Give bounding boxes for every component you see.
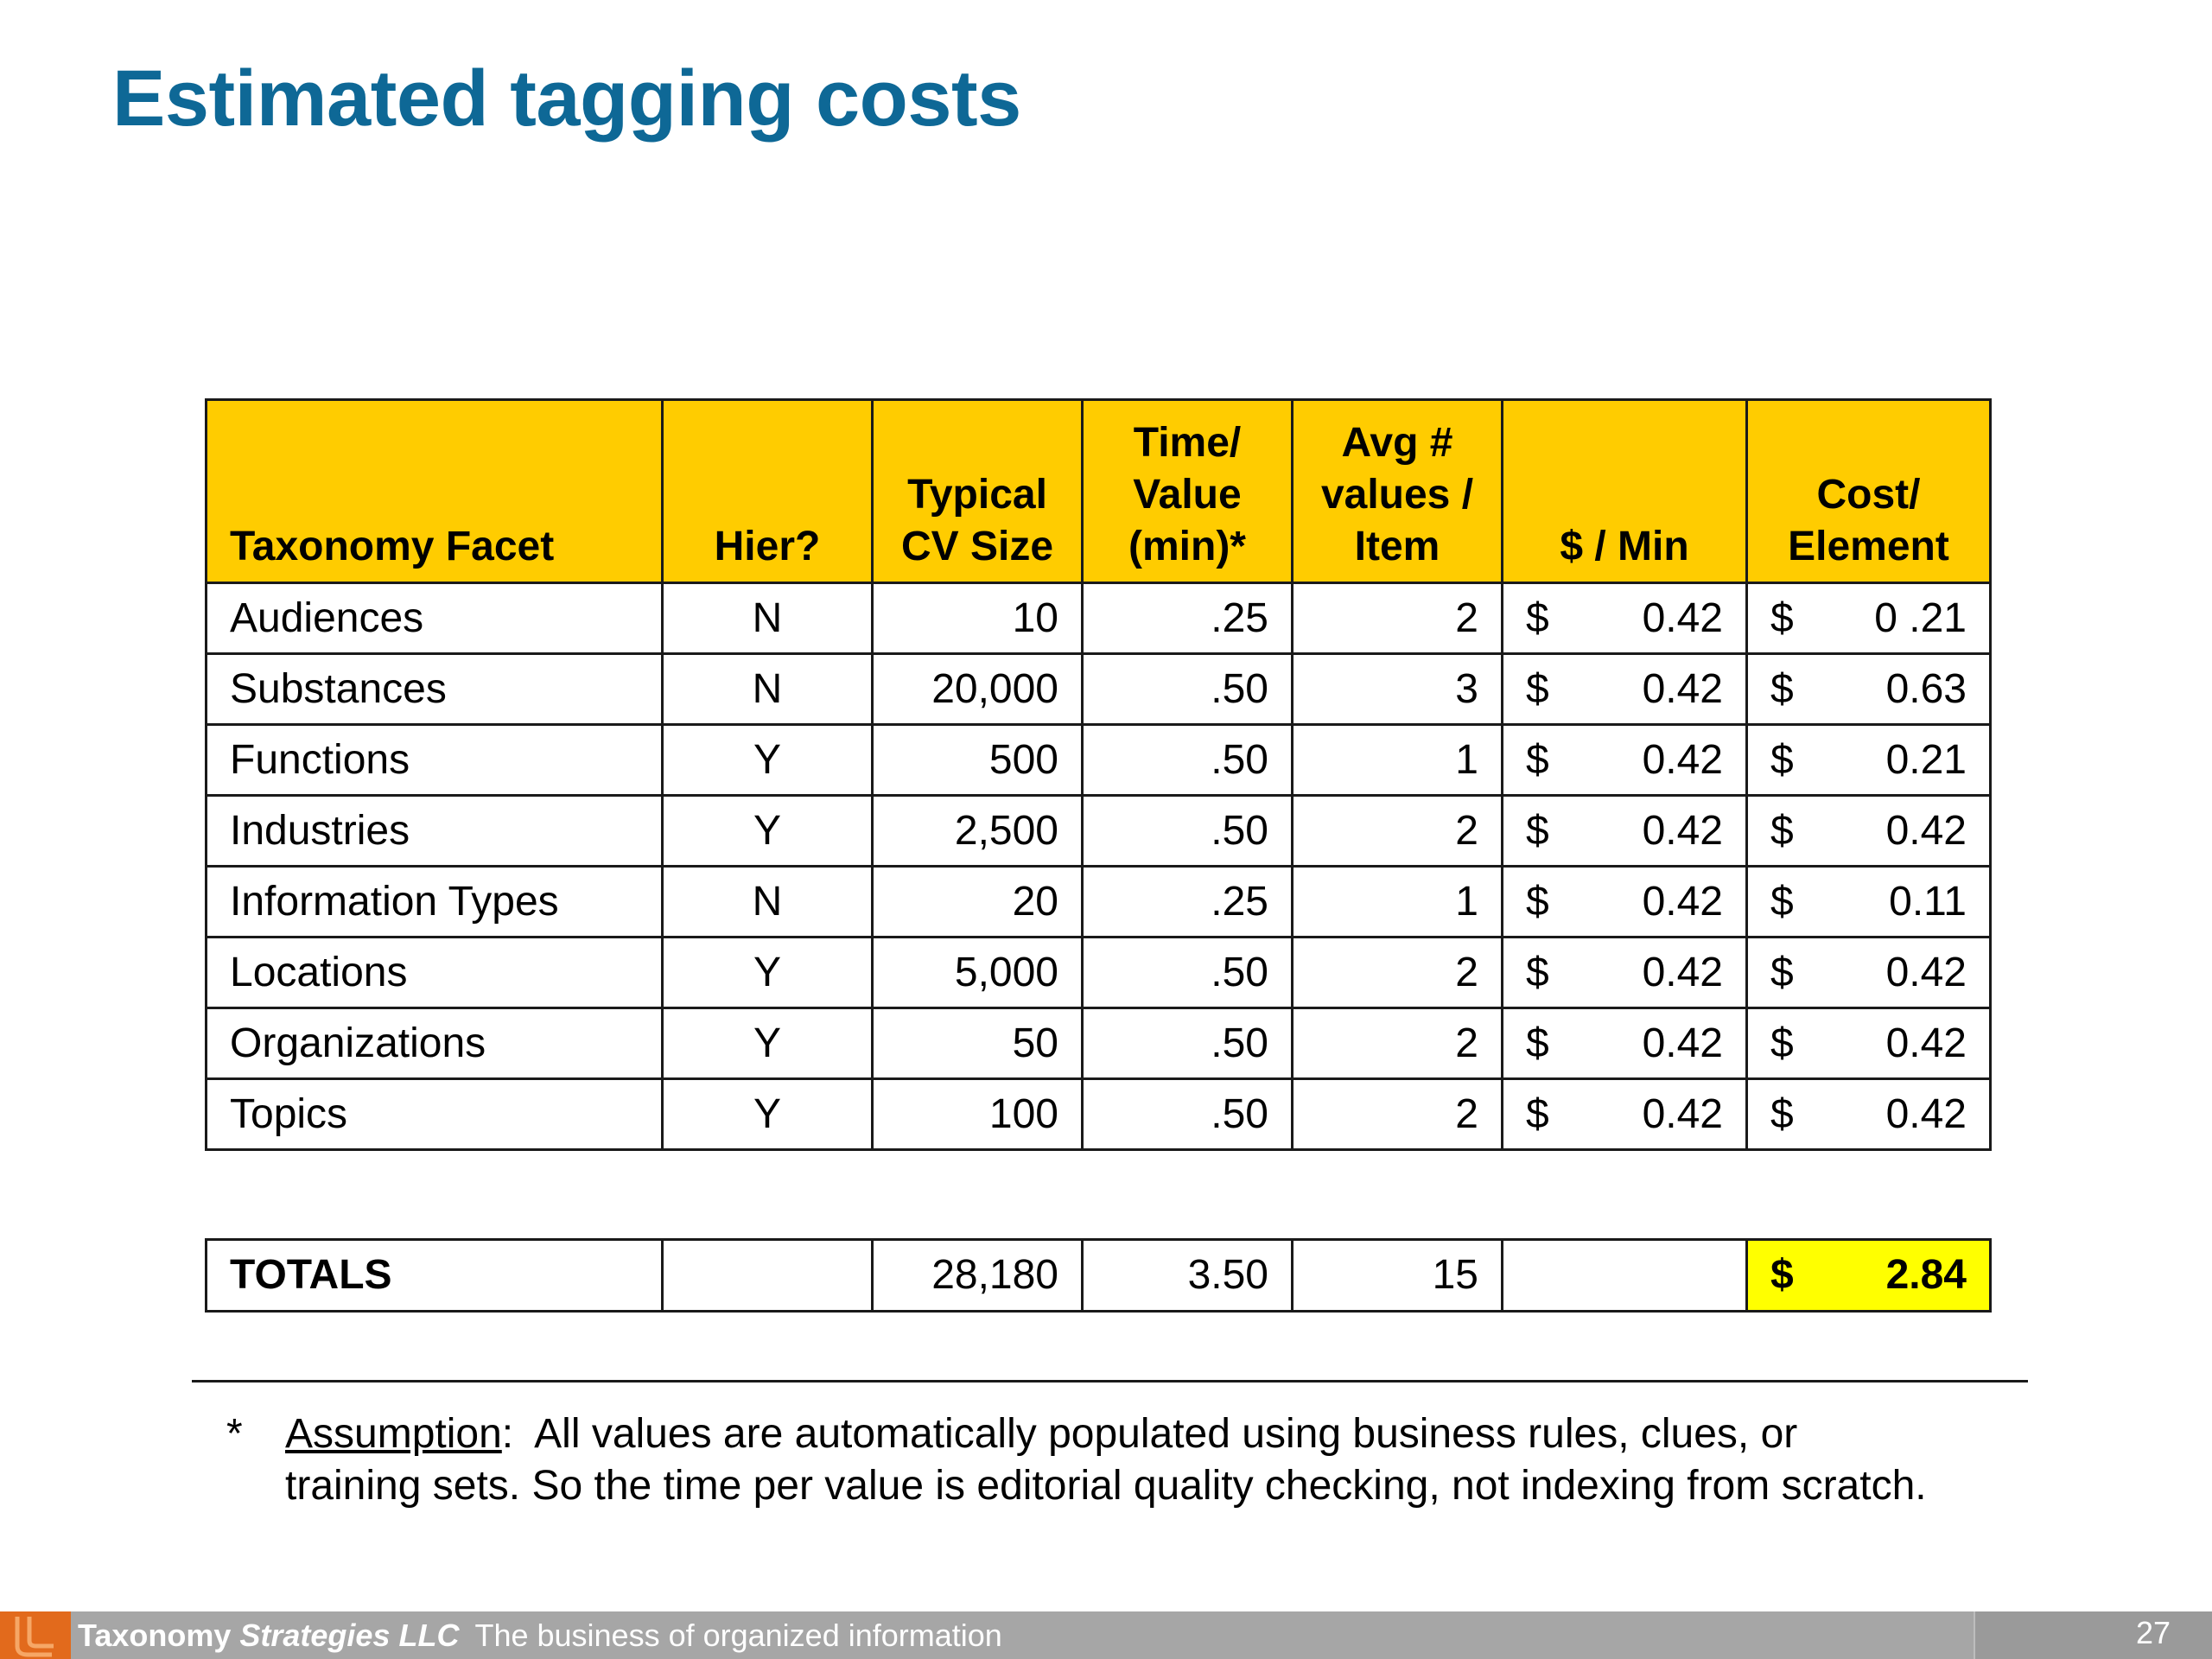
cell-hier: N	[663, 583, 873, 654]
table-row	[207, 1079, 1991, 1150]
cell-rate-value: 0.42	[1642, 1091, 1723, 1137]
cell-cv-size: 20,000	[873, 654, 1083, 725]
cell-cost	[1747, 938, 1991, 1008]
header-cv-size-line-2: CV Size	[900, 524, 1054, 569]
header-hier: Hier?	[663, 400, 873, 583]
totals-label: TOTALS	[207, 1240, 663, 1312]
cell-cost-value: 0.42	[1885, 1020, 1967, 1066]
cell-rate-value: 0.42	[1642, 808, 1723, 854]
cell-time: .50	[1083, 1008, 1293, 1079]
company-logo-icon	[0, 1611, 71, 1659]
cell-hier: Y	[663, 938, 873, 1008]
cell-time: .50	[1083, 938, 1293, 1008]
cell-cost-value: 0.11	[1889, 879, 1967, 925]
cell-cost-value: 0.63	[1885, 666, 1967, 712]
currency-symbol: $	[1526, 737, 1549, 783]
header-time-line-3: (min)*	[1128, 524, 1246, 569]
cell-facet: Information Types	[207, 867, 663, 938]
footnote-line-2: training sets. So the time per value is editorial quality checking, not indexing from scratch.	[285, 1463, 1927, 1509]
cell-rate	[1503, 1079, 1747, 1150]
cell-facet: Functions	[207, 725, 663, 796]
footer-company	[78, 1618, 459, 1653]
cell-hier: N	[663, 654, 873, 725]
cell-avg: 1	[1293, 725, 1503, 796]
cell-facet: Locations	[207, 938, 663, 1008]
cell-time: .25	[1083, 583, 1293, 654]
footer-page-box	[1974, 1611, 2212, 1659]
totals-table	[205, 1238, 1992, 1313]
table-row	[207, 938, 1991, 1008]
totals-avg: 15	[1293, 1240, 1503, 1312]
cell-cv-size: 50	[873, 1008, 1083, 1079]
cell-rate	[1503, 796, 1747, 867]
assumption-label: Assumption	[285, 1411, 502, 1457]
header-cv-size-line-1: Typical	[907, 472, 1047, 518]
header-avg-line-2: values /	[1320, 472, 1474, 518]
cell-rate	[1503, 1008, 1747, 1079]
cell-time: .50	[1083, 1079, 1293, 1150]
header-cost-line-1: Cost/	[1816, 472, 1921, 518]
cell-rate-value: 0.42	[1642, 737, 1723, 783]
footnote-star: *	[226, 1411, 243, 1457]
header-taxonomy-facet: Taxonomy Facet	[207, 400, 663, 583]
cell-rate-value: 0.42	[1642, 950, 1723, 995]
totals-cost	[1747, 1240, 1991, 1312]
cell-cost	[1747, 654, 1991, 725]
cell-cv-size: 100	[873, 1079, 1083, 1150]
table-row	[207, 583, 1991, 654]
header-avg-values	[1293, 400, 1503, 583]
cell-time: .50	[1083, 654, 1293, 725]
header-cv-size	[873, 400, 1083, 583]
cell-hier: Y	[663, 1079, 873, 1150]
header-cost-per-element	[1747, 400, 1991, 583]
table-body	[207, 583, 1991, 1150]
table-row	[207, 654, 1991, 725]
cell-rate	[1503, 938, 1747, 1008]
cell-hier: Y	[663, 796, 873, 867]
page-number: 27	[2135, 1615, 2171, 1650]
footnote-divider	[192, 1380, 2028, 1382]
totals-rate-empty	[1503, 1240, 1747, 1312]
cell-hier: Y	[663, 725, 873, 796]
cell-time: .50	[1083, 725, 1293, 796]
footnote-text	[285, 1408, 2024, 1512]
cell-facet: Organizations	[207, 1008, 663, 1079]
cell-rate-value: 0.42	[1642, 595, 1723, 641]
footer-bar	[0, 1611, 2212, 1659]
cell-rate	[1503, 654, 1747, 725]
footer-company-italic: Strategies LLC	[239, 1618, 460, 1653]
slide-title: Estimated tagging costs	[112, 54, 1021, 143]
currency-symbol: $	[1770, 808, 1794, 854]
cell-hier: N	[663, 867, 873, 938]
cell-time: .25	[1083, 867, 1293, 938]
currency-symbol: $	[1770, 879, 1794, 925]
cell-time: .50	[1083, 796, 1293, 867]
cell-facet: Substances	[207, 654, 663, 725]
totals-row	[207, 1240, 1991, 1312]
cell-facet: Topics	[207, 1079, 663, 1150]
cell-avg: 2	[1293, 583, 1503, 654]
cell-avg: 2	[1293, 1008, 1503, 1079]
table-row	[207, 867, 1991, 938]
cell-hier: Y	[663, 1008, 873, 1079]
cell-cost-value: 0.21	[1885, 737, 1967, 783]
footer-company-prefix: Taxonomy	[78, 1618, 232, 1653]
cell-cost-value: 0.42	[1885, 950, 1967, 995]
cell-cv-size: 10	[873, 583, 1083, 654]
tagging-cost-table	[205, 398, 1992, 1151]
totals-cost-value: 2.84	[1885, 1252, 1967, 1298]
currency-symbol: $	[1770, 595, 1794, 641]
currency-symbol: $	[1526, 879, 1549, 925]
currency-symbol: $	[1526, 1020, 1549, 1066]
cell-cv-size: 5,000	[873, 938, 1083, 1008]
currency-symbol: $	[1526, 950, 1549, 995]
table-header-row	[207, 400, 1991, 583]
cell-cost	[1747, 796, 1991, 867]
table-row	[207, 796, 1991, 867]
header-cost-line-2: Element	[1788, 524, 1949, 569]
cell-cost-value: 0 .21	[1874, 595, 1967, 641]
cell-avg: 2	[1293, 1079, 1503, 1150]
cell-facet: Audiences	[207, 583, 663, 654]
cell-cost	[1747, 1079, 1991, 1150]
cell-cost-value: 0.42	[1885, 808, 1967, 854]
cell-rate	[1503, 867, 1747, 938]
currency-symbol: $	[1770, 666, 1794, 712]
cell-avg: 1	[1293, 867, 1503, 938]
table-row	[207, 1008, 1991, 1079]
currency-symbol: $	[1526, 808, 1549, 854]
header-time-per-value	[1083, 400, 1293, 583]
cell-rate-value: 0.42	[1642, 1020, 1723, 1066]
cell-cv-size: 2,500	[873, 796, 1083, 867]
cell-cost	[1747, 1008, 1991, 1079]
currency-symbol: $	[1770, 1020, 1794, 1066]
currency-symbol: $	[1526, 1091, 1549, 1137]
totals-time: 3.50	[1083, 1240, 1293, 1312]
totals-cv-size: 28,180	[873, 1240, 1083, 1312]
cell-avg: 3	[1293, 654, 1503, 725]
header-avg-line-1: Avg #	[1341, 420, 1453, 466]
footer-tagline: The business of organized information	[474, 1618, 1002, 1653]
cell-cost	[1747, 725, 1991, 796]
footer-text	[78, 1611, 1002, 1659]
cell-rate	[1503, 725, 1747, 796]
cell-cost	[1747, 583, 1991, 654]
cell-facet: Industries	[207, 796, 663, 867]
currency-symbol: $	[1770, 737, 1794, 783]
cell-cost-value: 0.42	[1885, 1091, 1967, 1137]
cell-cv-size: 500	[873, 725, 1083, 796]
cell-rate-value: 0.42	[1642, 879, 1723, 925]
footnote-line-1-text: : All values are automatically populated using business rules, clues, or	[501, 1411, 1798, 1457]
footnote	[226, 1408, 2024, 1512]
totals-currency-symbol: $	[1770, 1252, 1794, 1298]
cell-cv-size: 20	[873, 867, 1083, 938]
header-time-line-2: Value	[1133, 472, 1242, 518]
cell-avg: 2	[1293, 796, 1503, 867]
currency-symbol: $	[1526, 666, 1549, 712]
header-avg-line-3: Item	[1354, 524, 1440, 569]
cell-rate-value: 0.42	[1642, 666, 1723, 712]
currency-symbol: $	[1770, 1091, 1794, 1137]
header-rate-per-min: $ / Min	[1503, 400, 1747, 583]
totals-hier-empty	[663, 1240, 873, 1312]
currency-symbol: $	[1526, 595, 1549, 641]
cell-cost	[1747, 867, 1991, 938]
cell-avg: 2	[1293, 938, 1503, 1008]
currency-symbol: $	[1770, 950, 1794, 995]
footnote-line-1	[285, 1408, 2024, 1460]
header-time-line-1: Time/	[1133, 420, 1242, 466]
cell-rate	[1503, 583, 1747, 654]
table-row	[207, 725, 1991, 796]
